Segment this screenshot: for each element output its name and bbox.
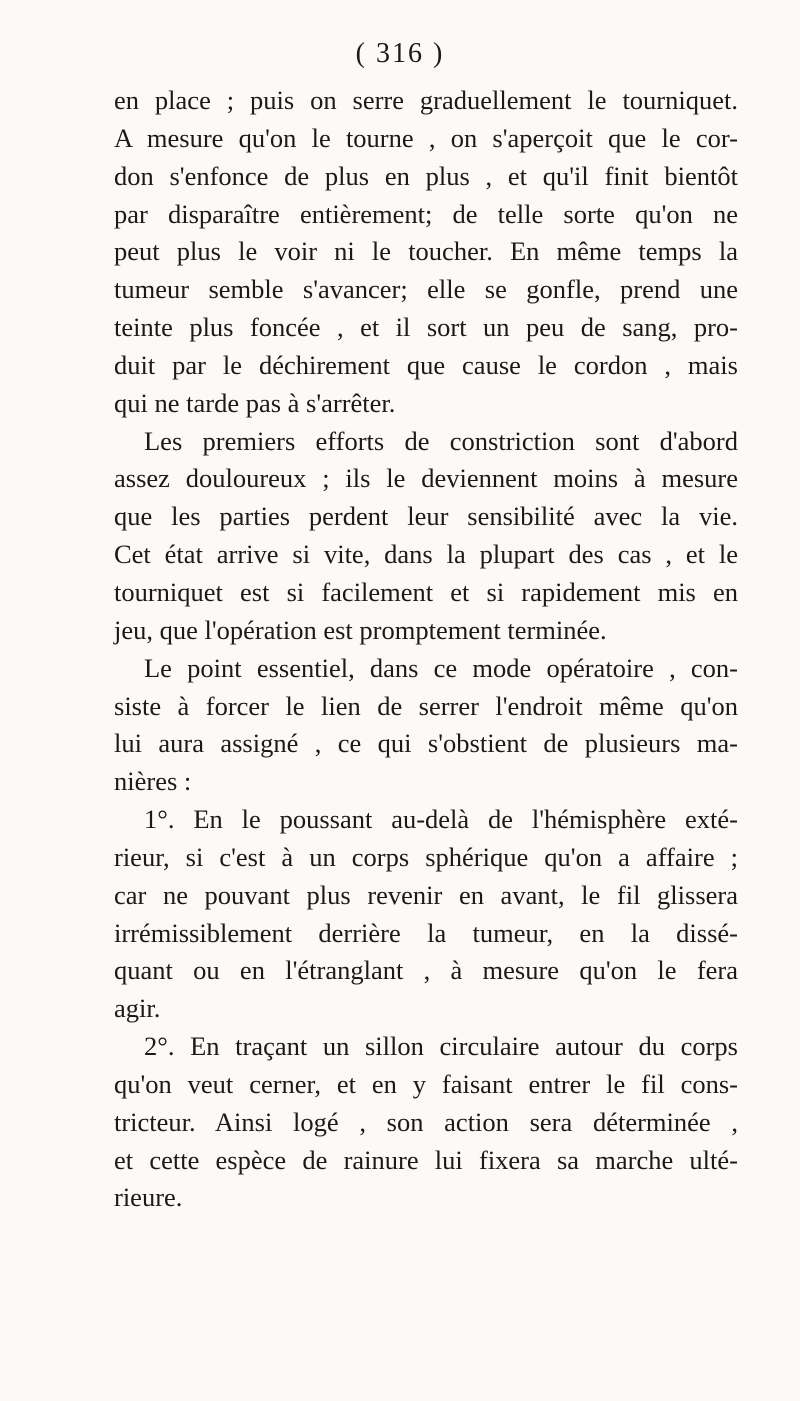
text-line: tricteur. Ainsi logé , son action sera déterminée , [114, 1106, 738, 1137]
text-line: car ne pouvant plus revenir en avant, le fil glissera [114, 879, 738, 910]
text-line: qu'on veut cerner, et en y faisant entrer le fil cons- [114, 1068, 738, 1099]
text-line: et cette espèce de rainure lui fixera sa marche ulté- [114, 1144, 738, 1175]
text-line: nières : [114, 766, 192, 797]
text-line: en place ; puis on serre graduellement le tourniquet. [114, 85, 738, 115]
body-text [114, 82, 738, 1217]
text-line: Cet état arrive si vite, dans la plupart des cas , et le [114, 539, 738, 570]
text-line: que les parties perdent leur sensibilité avec la vie. [114, 501, 738, 532]
text-line: tumeur semble s'avancer; elle se gonfle, prend une [114, 274, 738, 305]
text-line: rieur, si c'est à un corps sphérique qu'on a affaire ; [114, 841, 738, 872]
text-line: 2°. En traçant un sillon circulaire autour du corps [144, 1031, 738, 1062]
text-line: agir. [114, 993, 161, 1024]
text-line: par disparaître entièrement; de telle sorte qu'on ne [114, 198, 738, 229]
text-line: assez douloureux ; ils le deviennent moins à mesure [114, 463, 738, 494]
text-line: don s'enfonce de plus en plus , et qu'il finit bientôt [114, 160, 738, 191]
text-line: tourniquet est si facilement et si rapidement mis en [114, 576, 738, 607]
text-line: qui ne tarde pas à s'arrêter. [114, 387, 396, 418]
text-line: lui aura assigné , ce qui s'obstient de plusieurs ma- [114, 728, 738, 759]
page-number: ( 316 ) [355, 38, 445, 69]
text-line: jeu, que l'opération est promptement terminée. [114, 614, 607, 645]
text-line: teinte plus foncée , et il sort un peu de sang, pro- [114, 312, 738, 343]
text-line: duit par le déchirement que cause le cordon , mais [114, 349, 738, 380]
text-line: A mesure qu'on le tourne , on s'aperçoit que le cor- [114, 122, 738, 153]
text-line: rieure. [114, 1182, 183, 1213]
text-line: quant ou en l'étranglant , à mesure qu'on le fera [114, 955, 738, 986]
text-line: siste à forcer le lien de serrer l'endroit même qu'on [114, 690, 738, 721]
text-line: Le point essentiel, dans ce mode opératoire , con- [144, 652, 738, 683]
text-line: irrémissiblement derrière la tumeur, en la dissé- [114, 917, 738, 948]
text-line: Les premiers efforts de constriction sont d'abord [144, 425, 738, 456]
text-line: peut plus le voir ni le toucher. En même temps la [114, 236, 738, 267]
text-line: 1°. En le poussant au-delà de l'hémisphère exté- [144, 804, 738, 835]
